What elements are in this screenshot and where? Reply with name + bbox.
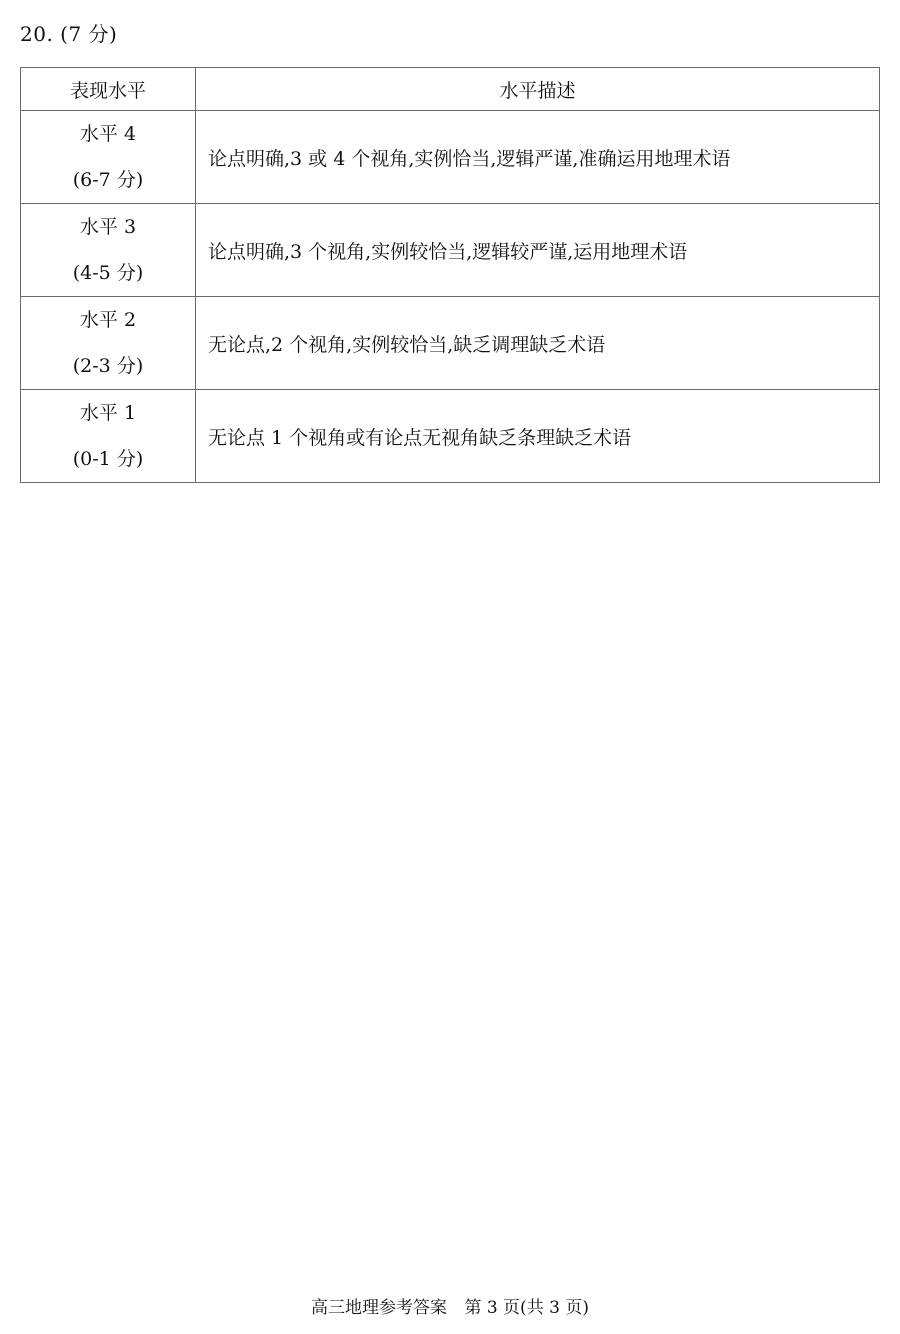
footer-page-info: 第 3 页(共 3 页) xyxy=(464,1298,589,1318)
header-level: 表现水平 xyxy=(21,68,196,111)
question-title: 20. (7 分) xyxy=(20,22,118,46)
description-cell: 论点明确,3 或 4 个视角,实例恰当,逻辑严谨,准确运用地理术语 xyxy=(196,111,880,204)
description-cell: 论点明确,3 个视角,实例较恰当,逻辑较严谨,运用地理术语 xyxy=(196,204,880,297)
description-cell: 无论点 1 个视角或有论点无视角缺乏条理缺乏术语 xyxy=(196,390,880,483)
score-range: (6-7 分) xyxy=(72,169,144,191)
level-label: 水平 1 xyxy=(79,402,137,424)
page-footer xyxy=(0,1293,900,1318)
level-label: 水平 2 xyxy=(79,309,137,331)
rubric-table xyxy=(20,67,880,483)
score-range: (0-1 分) xyxy=(72,448,144,470)
table-header-row xyxy=(21,68,880,111)
level-cell xyxy=(21,297,196,390)
footer-doc-title: 高三地理参考答案 xyxy=(311,1298,448,1318)
level-label: 水平 4 xyxy=(79,123,137,145)
table-row xyxy=(21,297,880,390)
table-row xyxy=(21,204,880,297)
table-row xyxy=(21,390,880,483)
score-range: (4-5 分) xyxy=(72,262,144,284)
level-cell xyxy=(21,204,196,297)
level-cell xyxy=(21,390,196,483)
header-description: 水平描述 xyxy=(196,68,880,111)
description-cell: 无论点,2 个视角,实例较恰当,缺乏调理缺乏术语 xyxy=(196,297,880,390)
table-row xyxy=(21,111,880,204)
score-range: (2-3 分) xyxy=(72,355,144,377)
level-cell xyxy=(21,111,196,204)
level-label: 水平 3 xyxy=(79,216,137,238)
